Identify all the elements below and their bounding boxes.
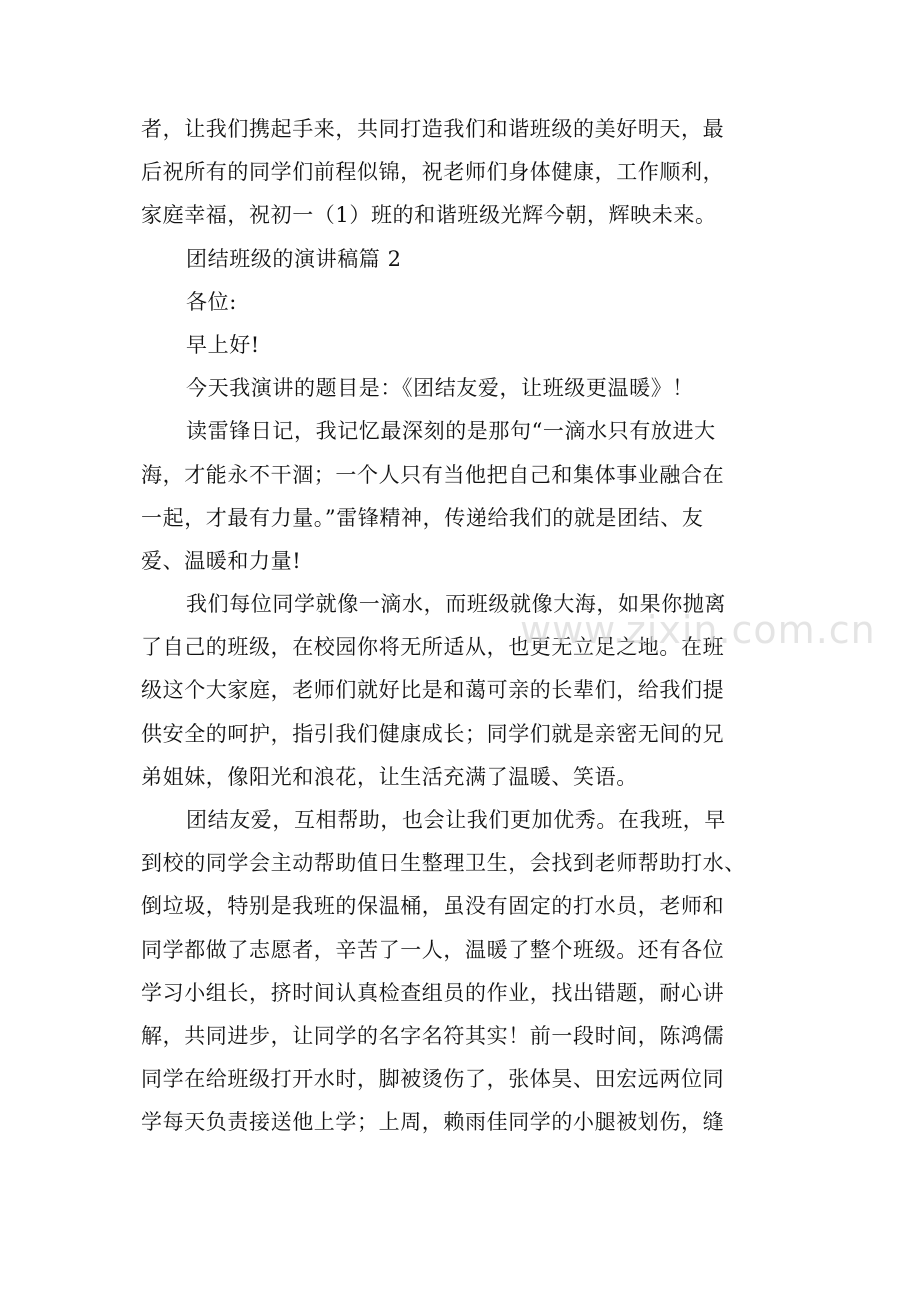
text-line: 到校的同学会主动帮助值日生整理卫生，会找到老师帮助打水、	[141, 851, 746, 876]
text-line: 者，让我们携起手来，共同打造我们和谐班级的美好明天，最	[141, 117, 725, 141]
text-line: 弟姐妹，像阳光和浪花，让生活充满了温暖、笑语。	[141, 764, 638, 789]
text-line: 各位:	[186, 289, 237, 314]
text-line: 学每天负责接送他上学；上周，赖雨佳同学的小腿被划伤，缝	[141, 1110, 725, 1135]
text-line: 读雷锋日记，我记忆最深刻的是那句“一滴水只有放进大	[186, 419, 716, 444]
text-line: 供安全的呵护，指引我们健康成长；同学们就是亲密无间的兄	[141, 721, 725, 746]
watermark: www.zixin.com.cn	[520, 608, 876, 652]
text-line: 家庭幸福，祝初一（1）班的和谐班级光辉今朝，辉映未来。	[141, 203, 717, 228]
text-line: 同学在给班级打开水时，脚被烫伤了，张体昊、田宏远两位同	[141, 1067, 725, 1092]
text-line: 学习小组长，挤时间认真检查组员的作业，找出错题，耐心讲	[141, 980, 725, 1005]
document-body	[141, 108, 781, 1145]
text-line: 级这个大家庭，老师们就好比是和蔼可亲的长辈们，给我们提	[141, 678, 725, 703]
text-line: 一起，才最有力量。”雷锋精神，传递给我们的就是团结、友	[141, 505, 704, 530]
text-line: 早上好!	[186, 332, 260, 357]
text-line: 倒垃圾，特别是我班的保温桶，虽没有固定的打水员，老师和	[141, 894, 725, 919]
text-line: 团结友爱，互相帮助，也会让我们更加优秀。在我班，早	[186, 808, 726, 832]
text-line: 我们每位同学就像一滴水，而班级就像大海，如果你抛离	[186, 592, 726, 617]
text-line: 后祝所有的同学们前程似锦，祝老师们身体健康，工作顺利，	[141, 160, 725, 185]
text-line: 同学都做了志愿者，辛苦了一人，温暖了整个班级。还有各位	[141, 937, 725, 962]
text-line: 今天我演讲的题目是：《团结友爱，让班级更温暖》！	[186, 376, 694, 401]
text-line: 了自己的班级，在校园你将无所适从，也更无立足之地。在班	[141, 635, 725, 660]
text-line: 团结班级的演讲稿篇 2	[186, 246, 402, 271]
text-line: 海，才能永不干涸；一个人只有当他把自己和集体事业融合在	[141, 462, 725, 487]
text-line: 爱、温暖和力量!	[141, 548, 302, 573]
text-line: 解，共同进步，让同学的名字名符其实！前一段时间，陈鸿儒	[141, 1023, 725, 1048]
